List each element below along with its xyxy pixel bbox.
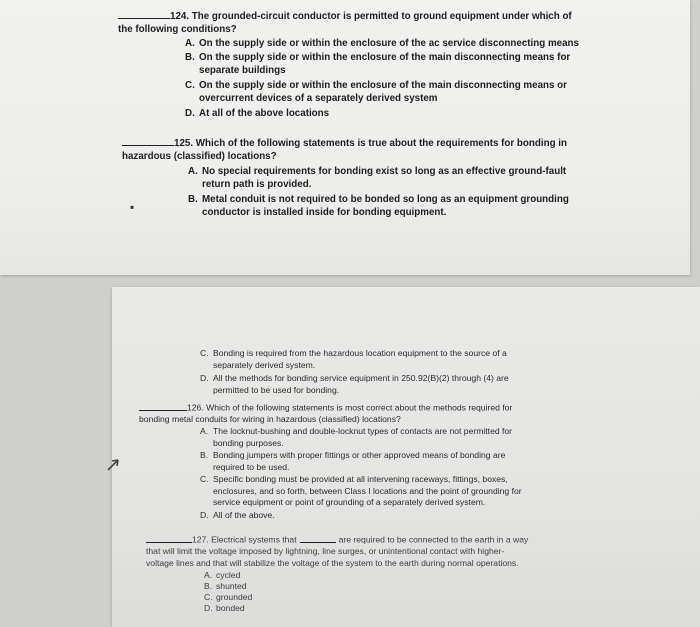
page-sheet-top (0, 0, 690, 275)
cursor-mark: ▪ (130, 200, 135, 214)
question-125-option-d: D. All the methods for bonding service equipment in 250.92(B)(2) through (4) are permitted to be used for bonding. (200, 373, 509, 395)
answer-blank (122, 136, 174, 146)
question-127-stem-part1: 127. Electrical systems that (192, 534, 297, 545)
pointer-arrow-icon (106, 458, 120, 472)
page-sheet-bottom (112, 287, 700, 627)
question-125-option-a: A. No special requirements for bonding exist so long as an effective ground-fault return path is provided. (188, 166, 567, 190)
question-124-stem-line2: the following conditions? (118, 23, 237, 35)
question-125-stem-line2: hazardous (classified) locations? (122, 150, 277, 162)
question-125-option-b: B. Metal conduit is not required to be bonded so long as an equipment grounding conductor is installed inside for bonding equipment. (188, 194, 569, 218)
question-124-option-b: B. On the supply side or within the enclosure of the main disconnecting means for separate buildings (185, 52, 571, 76)
answer-blank (146, 534, 192, 543)
answer-blank (139, 402, 187, 411)
question-126-stem (139, 402, 512, 426)
question-127-option-d: D. bonded (204, 603, 245, 613)
question-127-stem-line3: voltage lines and that will stabilize the voltage of the system to the earth during normal operations. (146, 557, 519, 568)
question-126-option-d: D. All of the above. (200, 510, 275, 520)
question-124-stem-line1: 124. The grounded-circuit conductor is permitted to ground equipment under which of (170, 10, 572, 22)
fill-in-blank (300, 534, 336, 543)
answer-blank (118, 9, 170, 19)
question-127-option-c: C. grounded (204, 592, 253, 602)
question-127-stem-part2: are required to be connected to the earth in a way (338, 534, 529, 545)
question-124-option-c: C. On the supply side or within the enclosure of the main disconnecting means or overcurrent devices of a separately derived system (185, 80, 567, 104)
question-126-option-a: A. The locknut-bushing and double-locknut types of contacts are not permitted for bonding purposes. (200, 426, 513, 448)
question-127-option-b: B. shunted (204, 581, 247, 591)
question-124-option-a: A. On the supply side or within the enclosure of the ac service disconnecting means (185, 38, 579, 49)
question-127-stem (146, 534, 528, 569)
question-126-option-b: B. Bonding jumpers with proper fittings or other approved means of bonding are required to be used. (200, 450, 506, 472)
question-126-stem-line1: 126. Which of the following statements is most correct about the methods required for (187, 402, 513, 413)
question-124-stem (118, 9, 572, 36)
question-126-option-c: C. Specific bonding must be provided at all intervening raceways, fittings, boxes, enclosures, and so forth, between Class I locations and the point of grounding for service equipment or point of grounding of a separately derived system. (200, 474, 522, 507)
question-127-option-a: A. cycled (204, 570, 241, 580)
question-124-option-d: D. At all of the above locations (185, 108, 330, 119)
question-125-stem-line1: 125. Which of the following statements is true about the requirements for bonding in (174, 137, 567, 149)
question-125-stem (122, 136, 567, 163)
question-125-option-c: C. Bonding is required from the hazardous location equipment to the source of a separately derived system. (200, 348, 507, 370)
question-127-stem-line2: that will limit the voltage imposed by lightning, line surges, or unintentional contact with higher- (146, 546, 505, 557)
question-126-stem-line2: bonding metal conduits for wiring in hazardous (classified) locations? (139, 414, 401, 425)
